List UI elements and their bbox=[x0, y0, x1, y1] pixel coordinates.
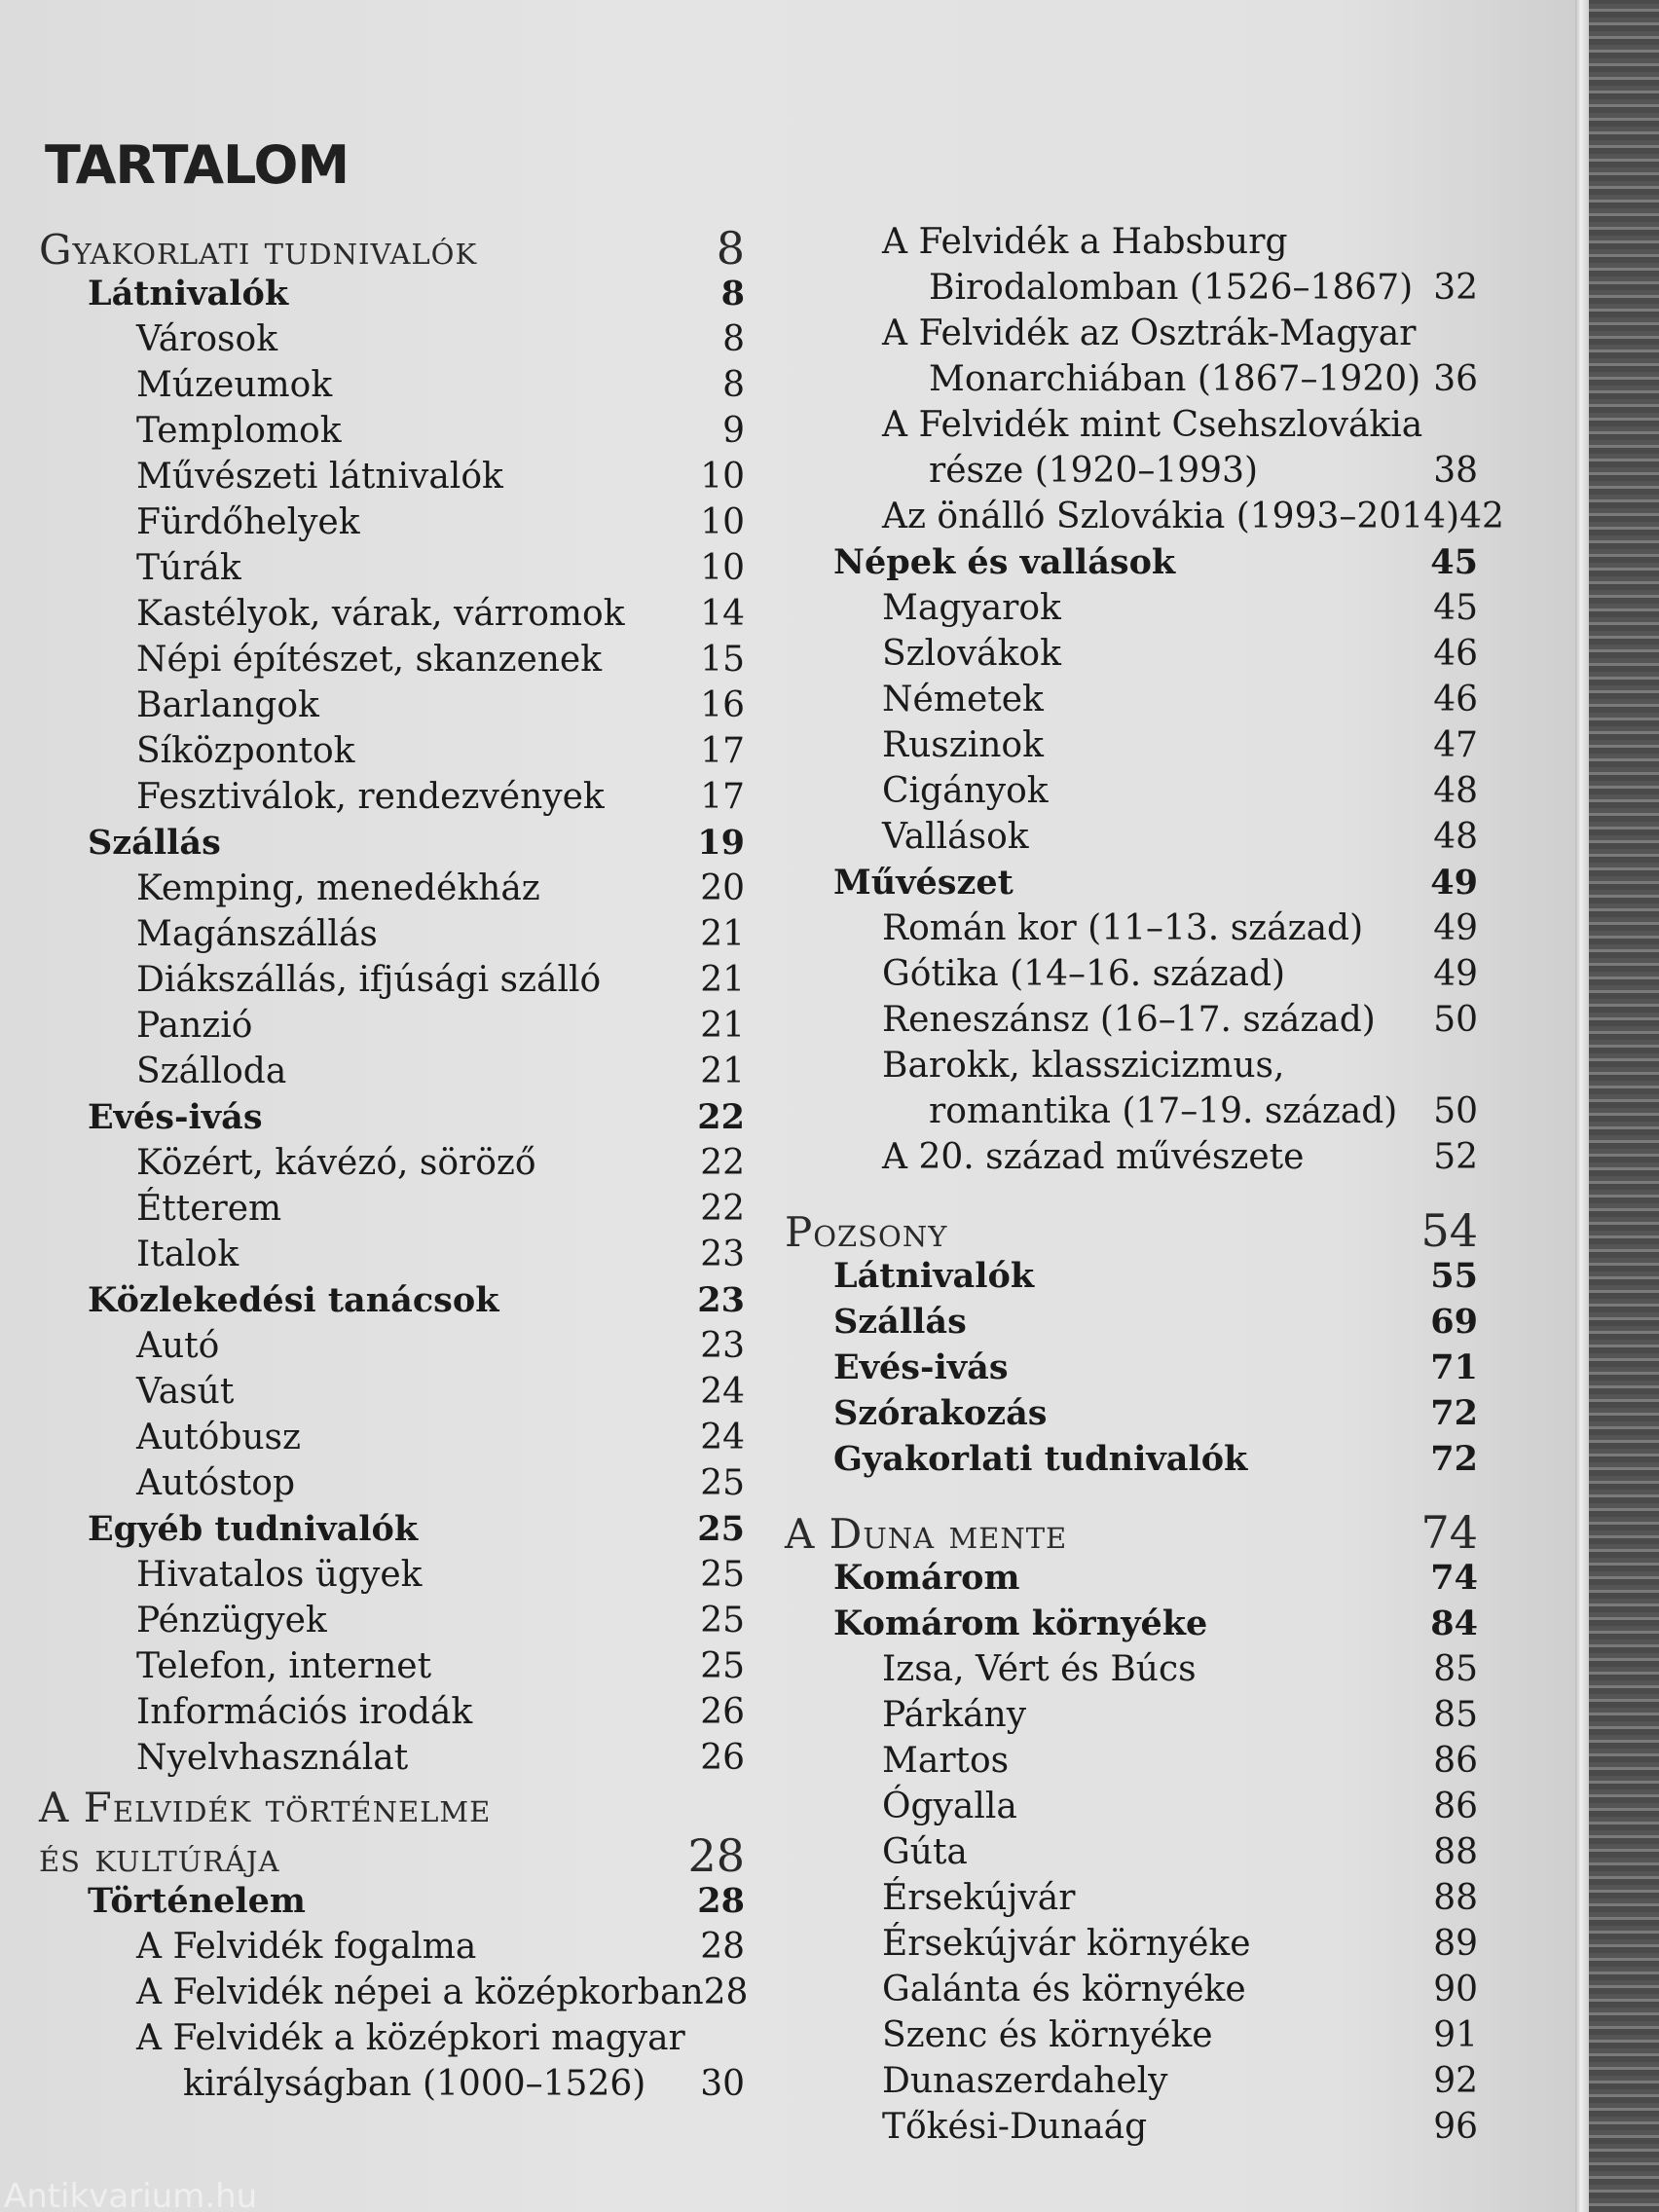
toc-entry-page: 17 bbox=[700, 777, 745, 817]
toc-entry bbox=[39, 960, 745, 1006]
toc-entry-label: Magyarok bbox=[882, 588, 1061, 628]
toc-entry-page: 25 bbox=[700, 1463, 745, 1503]
toc-entry bbox=[39, 1692, 745, 1738]
toc-entry bbox=[785, 1137, 1478, 1183]
toc-entry-label: A Felvidék népei a középkorban bbox=[136, 1972, 704, 2012]
toc-entry bbox=[39, 1927, 745, 1972]
toc-entry-page: 54 bbox=[1420, 1204, 1478, 1257]
toc-entry bbox=[39, 685, 745, 731]
toc-entry bbox=[785, 1439, 1478, 1485]
toc-entry-page: 28 bbox=[700, 1927, 745, 1967]
toc-entry-label: Tőkési-Dunaág bbox=[882, 2107, 1148, 2147]
toc-entry bbox=[785, 634, 1478, 680]
toc-entry-page: 25 bbox=[697, 1509, 745, 1549]
toc-entry-label: A Felvidék történelme bbox=[39, 1784, 492, 1831]
toc-entry-label: A Felvidék fogalma bbox=[136, 1927, 477, 1967]
toc-entry-page: 19 bbox=[697, 823, 745, 863]
toc-entry-page: 10 bbox=[700, 502, 745, 542]
toc-entry-label: Reneszánsz (16–17. század) bbox=[882, 1000, 1376, 1040]
toc-entry bbox=[39, 1189, 745, 1235]
toc-entry-page: 74 bbox=[1430, 1558, 1478, 1598]
toc-entry-label: Cigányok bbox=[882, 771, 1049, 811]
toc-entry-label: Vasút bbox=[136, 1372, 235, 1412]
toc-entry-label: Román kor (11–13. század) bbox=[882, 908, 1364, 948]
toc-entry-label: Barlangok bbox=[136, 685, 319, 725]
toc-entry-label: Közlekedési tanácsok bbox=[88, 1280, 499, 1320]
toc-entry-label: Túrák bbox=[136, 548, 241, 588]
toc-entry-label: Templomok bbox=[136, 411, 342, 451]
toc-entry-label: Vallások bbox=[882, 817, 1029, 857]
toc-entry bbox=[785, 405, 1478, 451]
toc-entry bbox=[785, 359, 1478, 405]
toc-entry-page: 48 bbox=[1433, 771, 1478, 811]
toc-entry-page: 45 bbox=[1433, 588, 1478, 628]
toc-entry-page: 46 bbox=[1433, 634, 1478, 674]
toc-entry-page: 21 bbox=[700, 914, 745, 954]
toc-entry bbox=[39, 411, 745, 457]
toc-entry-page: 26 bbox=[700, 1738, 745, 1778]
toc-entry-label: Látnivalók bbox=[833, 1256, 1035, 1296]
toc-entry-page: 45 bbox=[1430, 542, 1478, 582]
toc-entry-page: 22 bbox=[700, 1143, 745, 1183]
toc-entry bbox=[39, 1509, 745, 1555]
toc-entry-page: 10 bbox=[700, 548, 745, 588]
toc-entry-label: Népek és vallások bbox=[833, 542, 1176, 582]
toc-entry bbox=[39, 1881, 745, 1927]
toc-entry bbox=[39, 868, 745, 914]
toc-entry-page: 36 bbox=[1433, 359, 1478, 399]
toc-entry-page: 50 bbox=[1433, 1091, 1478, 1131]
toc-entry-label: Városok bbox=[136, 319, 278, 359]
toc-entry-page: 52 bbox=[1433, 1137, 1478, 1177]
toc-entry-label: Szálloda bbox=[136, 1051, 287, 1091]
page-title: TARTALOM bbox=[45, 134, 350, 196]
toc-entry-label: A Felvidék a Habsburg bbox=[882, 222, 1288, 262]
toc-entry-page: 86 bbox=[1433, 1787, 1478, 1826]
toc-entry bbox=[39, 1143, 745, 1189]
toc-entry-label: Szlovákok bbox=[882, 634, 1061, 674]
toc-entry-label: Pénzügyek bbox=[136, 1601, 327, 1641]
toc-entry-page: 86 bbox=[1433, 1741, 1478, 1781]
toc-entry-label: Autó bbox=[136, 1326, 220, 1366]
toc-entry-page: 25 bbox=[700, 1555, 745, 1595]
toc-entry-label: Egyéb tudnivalók bbox=[88, 1509, 419, 1549]
toc-entry-label: Telefon, internet bbox=[136, 1646, 432, 1686]
toc-entry-label: Evés-ivás bbox=[833, 1347, 1009, 1387]
toc-entry-page: 28 bbox=[703, 1972, 749, 2012]
toc-entry bbox=[39, 1097, 745, 1143]
toc-entry bbox=[39, 457, 745, 502]
toc-entry bbox=[785, 1091, 1478, 1137]
toc-entry bbox=[785, 1878, 1478, 1924]
toc-entry-page: 50 bbox=[1433, 1000, 1478, 1040]
toc-entry-label: Információs irodák bbox=[136, 1692, 473, 1732]
toc-entry bbox=[39, 1463, 745, 1509]
toc-entry-label: Ruszinok bbox=[882, 725, 1044, 765]
toc-entry bbox=[39, 2064, 745, 2110]
toc-entry-label: Németek bbox=[882, 680, 1044, 719]
toc-entry-label: Barokk, klasszicizmus, bbox=[882, 1046, 1285, 1086]
toc-entry-label: és kultúrája bbox=[39, 1833, 280, 1881]
toc-entry-page: 55 bbox=[1430, 1256, 1478, 1296]
toc-entry bbox=[785, 771, 1478, 817]
toc-entry-page: 10 bbox=[700, 457, 745, 497]
toc-entry bbox=[785, 1302, 1478, 1347]
toc-entry-label: Martos bbox=[882, 1741, 1010, 1781]
toc-entry-label: A 20. század művészete bbox=[882, 1137, 1305, 1177]
toc-entry-page: 49 bbox=[1430, 863, 1478, 903]
toc-entry bbox=[785, 2107, 1478, 2153]
toc-entry-page: 21 bbox=[700, 1051, 745, 1091]
toc-entry bbox=[39, 2018, 745, 2064]
toc-entry bbox=[39, 222, 745, 274]
toc-entry-label: Művészet bbox=[833, 863, 1014, 903]
spacer bbox=[785, 1485, 1478, 1506]
toc-entry-page: 90 bbox=[1433, 1970, 1478, 2009]
toc-entry bbox=[39, 274, 745, 319]
toc-entry bbox=[785, 1204, 1478, 1256]
toc-entry-label: Népi építészet, skanzenek bbox=[136, 640, 603, 680]
toc-entry bbox=[39, 365, 745, 411]
toc-entry-page: 47 bbox=[1433, 725, 1478, 765]
toc-entry-page: 85 bbox=[1433, 1649, 1478, 1689]
toc-entry-label: Síközpontok bbox=[136, 731, 355, 771]
toc-entry-label: A Felvidék az Osztrák-Magyar bbox=[882, 313, 1417, 353]
toc-entry-page: 38 bbox=[1433, 451, 1478, 491]
toc-entry bbox=[785, 1506, 1478, 1558]
toc-entry bbox=[785, 588, 1478, 634]
toc-entry-label: Szállás bbox=[88, 823, 221, 863]
toc-entry bbox=[785, 451, 1478, 497]
toc-entry-page: 42 bbox=[1459, 497, 1504, 536]
toc-entry-page: 21 bbox=[700, 1006, 745, 1046]
toc-entry-label: Birodalomban (1526–1867) bbox=[929, 268, 1414, 308]
toc-entry-label: Látnivalók bbox=[88, 274, 289, 313]
toc-entry-label: Dunaszerdahely bbox=[882, 2061, 1168, 2101]
toc-entry bbox=[785, 542, 1478, 588]
toc-entry-page: 8 bbox=[722, 319, 745, 359]
toc-entry bbox=[785, 680, 1478, 725]
toc-entry-label: Étterem bbox=[136, 1189, 282, 1229]
toc-entry-label: romantika (17–19. század) bbox=[929, 1091, 1398, 1131]
toc-entry-page: 9 bbox=[722, 411, 745, 451]
toc-entry-page: 72 bbox=[1430, 1439, 1478, 1479]
toc-entry bbox=[39, 1972, 749, 2018]
toc-entry-page: 49 bbox=[1433, 954, 1478, 994]
toc-entry-page: 8 bbox=[716, 222, 745, 275]
toc-entry-page: 85 bbox=[1433, 1695, 1478, 1735]
toc-entry bbox=[39, 1051, 745, 1097]
toc-entry bbox=[39, 1555, 745, 1601]
toc-entry-label: Az önálló Szlovákia (1993–2014) bbox=[882, 497, 1460, 536]
toc-entry-page: 88 bbox=[1433, 1832, 1478, 1872]
page-edge bbox=[1575, 0, 1589, 2212]
toc-entry bbox=[39, 319, 745, 365]
toc-entry-page: 74 bbox=[1420, 1506, 1478, 1559]
toc-entry-page: 24 bbox=[700, 1372, 745, 1412]
toc-entry bbox=[785, 1046, 1478, 1091]
toc-entry-page: 20 bbox=[700, 868, 745, 908]
toc-entry bbox=[785, 1649, 1478, 1695]
toc-entry-page: 25 bbox=[700, 1601, 745, 1641]
toc-entry-label: Közért, kávézó, söröző bbox=[136, 1143, 536, 1183]
toc-entry bbox=[785, 1924, 1478, 1970]
toc-entry bbox=[785, 1558, 1478, 1604]
toc-entry bbox=[39, 777, 745, 823]
toc-entry-label: Szállás bbox=[833, 1302, 967, 1342]
toc-entry-label: Italok bbox=[136, 1235, 240, 1274]
toc-entry-page: 32 bbox=[1433, 268, 1478, 308]
toc-entry bbox=[39, 640, 745, 685]
toc-entry bbox=[39, 823, 745, 868]
toc-entry-page: 17 bbox=[700, 731, 745, 771]
toc-left-column bbox=[39, 222, 749, 2110]
toc-entry-label: Izsa, Vért és Búcs bbox=[882, 1649, 1197, 1689]
toc-entry bbox=[39, 1326, 745, 1372]
toc-entry bbox=[785, 817, 1478, 863]
toc-entry-label: Diákszállás, ifjúsági szálló bbox=[136, 960, 602, 1000]
toc-entry-page: 8 bbox=[722, 365, 745, 405]
toc-entry-label: Autóbusz bbox=[136, 1418, 301, 1457]
toc-entry bbox=[785, 725, 1478, 771]
toc-entry-label: Magánszállás bbox=[136, 914, 378, 954]
toc-entry bbox=[39, 1784, 745, 1829]
toc-entry-page: 21 bbox=[700, 960, 745, 1000]
toc-entry-page: 24 bbox=[700, 1418, 745, 1457]
toc-entry-page: 96 bbox=[1433, 2107, 1478, 2147]
toc-entry-page: 92 bbox=[1433, 2061, 1478, 2101]
toc-entry-label: A Duna mente bbox=[785, 1510, 1068, 1558]
toc-entry-label: Monarchiában (1867–1920) bbox=[929, 359, 1421, 399]
toc-entry-page: 14 bbox=[700, 594, 745, 634]
toc-entry bbox=[39, 914, 745, 960]
toc-entry-page: 88 bbox=[1433, 1878, 1478, 1918]
toc-entry-label: Evés-ivás bbox=[88, 1097, 263, 1137]
toc-entry bbox=[39, 1235, 745, 1280]
toc-entry-page: 89 bbox=[1433, 1924, 1478, 1964]
toc-entry bbox=[785, 2015, 1478, 2061]
toc-entry-label: Érsekújvár környéke bbox=[882, 1924, 1251, 1964]
toc-entry bbox=[39, 502, 745, 548]
toc-entry bbox=[785, 1604, 1478, 1649]
toc-entry bbox=[39, 731, 745, 777]
toc-entry-page: 23 bbox=[700, 1235, 745, 1274]
toc-entry-label: Ógyalla bbox=[882, 1787, 1017, 1826]
toc-entry bbox=[785, 1787, 1478, 1832]
toc-entry bbox=[39, 1601, 745, 1646]
toc-entry-page: 28 bbox=[697, 1881, 745, 1921]
toc-entry-label: Gyakorlati tudnivalók bbox=[833, 1439, 1248, 1479]
toc-entry-label: Párkány bbox=[882, 1695, 1027, 1735]
toc-entry bbox=[39, 548, 745, 594]
toc-entry-page: 30 bbox=[700, 2064, 745, 2104]
toc-entry bbox=[785, 313, 1478, 359]
toc-entry bbox=[785, 2061, 1478, 2107]
toc-entry bbox=[785, 1695, 1478, 1741]
toc-entry bbox=[39, 1738, 745, 1784]
toc-entry-page: 8 bbox=[720, 274, 745, 313]
toc-entry-label: Fürdőhelyek bbox=[136, 502, 360, 542]
toc-entry-label: Nyelvhasználat bbox=[136, 1738, 409, 1778]
toc-entry bbox=[785, 222, 1478, 268]
toc-entry-label: Komárom bbox=[833, 1558, 1020, 1598]
toc-entry bbox=[39, 1646, 745, 1692]
toc-entry-page: 69 bbox=[1430, 1302, 1478, 1342]
toc-right-column bbox=[785, 222, 1504, 2153]
watermark: Antikvarium.hu bbox=[4, 2177, 258, 2212]
toc-entry-page: 28 bbox=[687, 1829, 745, 1882]
toc-entry-label: Kemping, menedékház bbox=[136, 868, 540, 908]
toc-entry-page: 23 bbox=[700, 1326, 745, 1366]
toc-entry-label: Szenc és környéke bbox=[882, 2015, 1213, 2055]
toc-entry-label: Pozsony bbox=[785, 1208, 948, 1256]
toc-entry-label: Autóstop bbox=[136, 1463, 295, 1503]
toc-entry-label: Hivatalos ügyek bbox=[136, 1555, 423, 1595]
toc-entry bbox=[785, 1000, 1478, 1046]
toc-entry bbox=[785, 1832, 1478, 1878]
toc-entry bbox=[785, 908, 1478, 954]
toc-entry bbox=[785, 1741, 1478, 1787]
toc-entry-page: 15 bbox=[700, 640, 745, 680]
toc-entry-page: 22 bbox=[700, 1189, 745, 1229]
toc-entry bbox=[39, 1372, 745, 1418]
toc-entry-page: 23 bbox=[697, 1280, 745, 1320]
toc-entry bbox=[785, 863, 1478, 908]
toc-entry-page: 22 bbox=[697, 1097, 745, 1137]
toc-entry-label: Gúta bbox=[882, 1832, 968, 1872]
toc-entry-label: Panzió bbox=[136, 1006, 253, 1046]
toc-entry-page: 16 bbox=[700, 685, 745, 725]
toc-entry-page: 48 bbox=[1433, 817, 1478, 857]
toc-entry bbox=[39, 594, 745, 640]
toc-entry-page: 25 bbox=[700, 1646, 745, 1686]
toc-entry-page: 71 bbox=[1430, 1347, 1478, 1387]
toc-entry-label: Galánta és környéke bbox=[882, 1970, 1246, 2009]
toc-entry-page: 49 bbox=[1433, 908, 1478, 948]
toc-entry-label: Múzeumok bbox=[136, 365, 333, 405]
toc-entry-label: A Felvidék mint Csehszlovákia bbox=[882, 405, 1423, 445]
toc-entry-page: 26 bbox=[700, 1692, 745, 1732]
toc-entry bbox=[39, 1006, 745, 1051]
toc-entry-label: Kastélyok, várak, várromok bbox=[136, 594, 625, 634]
spacer bbox=[785, 1183, 1478, 1204]
toc-entry-page: 91 bbox=[1433, 2015, 1478, 2055]
toc-entry-label: Komárom környéke bbox=[833, 1604, 1208, 1643]
toc-entry-label: Fesztiválok, rendezvények bbox=[136, 777, 605, 817]
toc-entry-label: Szórakozás bbox=[833, 1393, 1048, 1433]
toc-entry-label: Művészeti látnivalók bbox=[136, 457, 503, 497]
toc-entry-label: Érsekújvár bbox=[882, 1878, 1076, 1918]
toc-entry bbox=[785, 1256, 1478, 1302]
toc-entry bbox=[785, 1970, 1478, 2015]
page-stack bbox=[1589, 0, 1659, 2212]
toc-entry-label: A Felvidék a középkori magyar bbox=[136, 2018, 685, 2058]
toc-entry bbox=[785, 268, 1478, 313]
toc-entry bbox=[785, 954, 1478, 1000]
toc-entry bbox=[39, 1280, 745, 1326]
toc-entry-label: Történelem bbox=[88, 1881, 306, 1921]
toc-entry bbox=[785, 1393, 1478, 1439]
toc-entry bbox=[39, 1418, 745, 1463]
toc-entry-page: 84 bbox=[1430, 1604, 1478, 1643]
toc-entry-page: 46 bbox=[1433, 680, 1478, 719]
toc-entry-label: része (1920–1993) bbox=[929, 451, 1259, 491]
toc-entry-page: 72 bbox=[1430, 1393, 1478, 1433]
toc-entry-label: Gótika (14–16. század) bbox=[882, 954, 1286, 994]
toc-entry bbox=[785, 1347, 1478, 1393]
toc-entry-label: Gyakorlati tudnivalók bbox=[39, 226, 478, 274]
toc-entry bbox=[785, 497, 1504, 542]
toc-entry-label: királyságban (1000–1526) bbox=[183, 2064, 646, 2104]
toc-entry bbox=[39, 1829, 745, 1881]
